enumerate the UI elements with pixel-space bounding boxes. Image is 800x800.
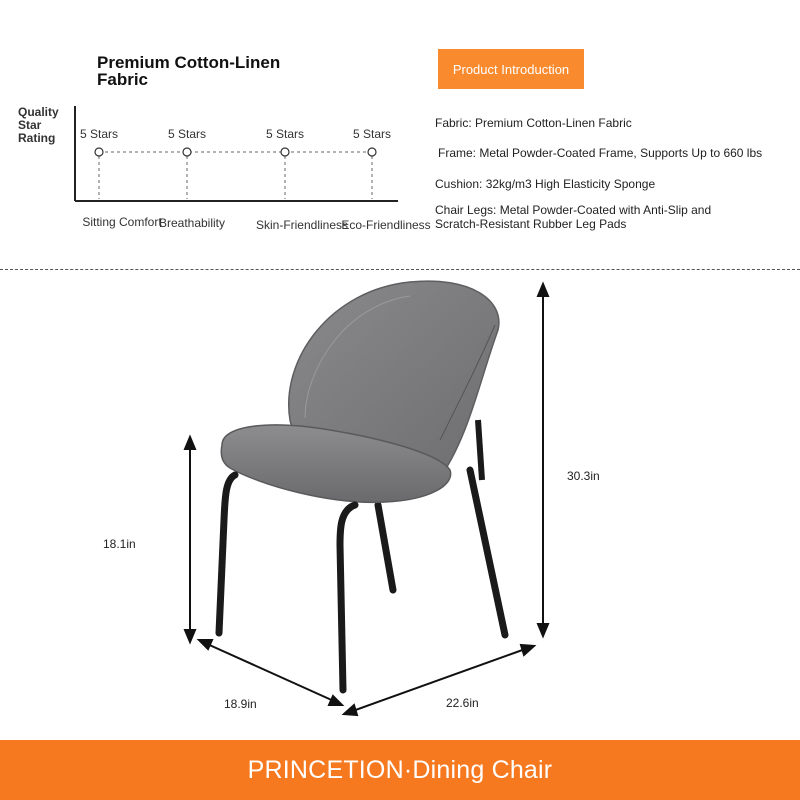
rating-star-label: 5 Stars (167, 127, 207, 141)
depth-arrow (205, 643, 336, 702)
back-right-leg (470, 470, 505, 635)
rating-star-label: 5 Stars (79, 127, 119, 141)
rating-chart (0, 0, 420, 240)
product-title: Premium Cotton-Linen Fabric (97, 53, 281, 89)
rating-star-label: 5 Stars (265, 127, 305, 141)
spec-fabric: Fabric: Premium Cotton-Linen Fabric (435, 116, 632, 130)
rating-star-label: 5 Stars (352, 127, 392, 141)
total-height-label: 30.3in (567, 469, 600, 483)
spec-cushion: Cushion: 32kg/m3 High Elasticity Sponge (435, 177, 656, 191)
chair-illustration (0, 270, 800, 740)
rating-point (281, 148, 289, 156)
rating-category-label: Breathability (158, 216, 226, 230)
spec-frame: Frame: Metal Powder-Coated Frame, Supports Up to 660 lbs (438, 146, 763, 160)
seat-height-label: 18.1in (103, 537, 136, 551)
rating-point (368, 148, 376, 156)
product-name: PRINCETION·Dining Chair (247, 755, 553, 784)
front-right-leg (340, 505, 355, 690)
width-arrow (350, 648, 528, 712)
rating-point (95, 148, 103, 156)
product-name-banner (0, 740, 800, 800)
width-label: 22.6in (446, 696, 479, 710)
rating-category-label: Skin-Friendliness (255, 218, 349, 232)
rating-category-label: Eco-Friendliness (341, 218, 431, 232)
spec-chair-legs: Chair Legs: Metal Powder-Coated with Anti-Slip and Scratch-Resistant Rubber Leg Pads (435, 203, 712, 231)
rating-chart-label: Quality Star Rating (18, 105, 59, 145)
product-introduction-button[interactable]: Product Introduction (438, 49, 584, 89)
rating-point (183, 148, 191, 156)
back-support (478, 420, 482, 480)
back-left-leg (378, 505, 393, 590)
depth-label: 18.9in (224, 697, 257, 711)
rating-category-label: Sitting Comfort (82, 215, 162, 229)
front-left-leg (219, 475, 235, 633)
